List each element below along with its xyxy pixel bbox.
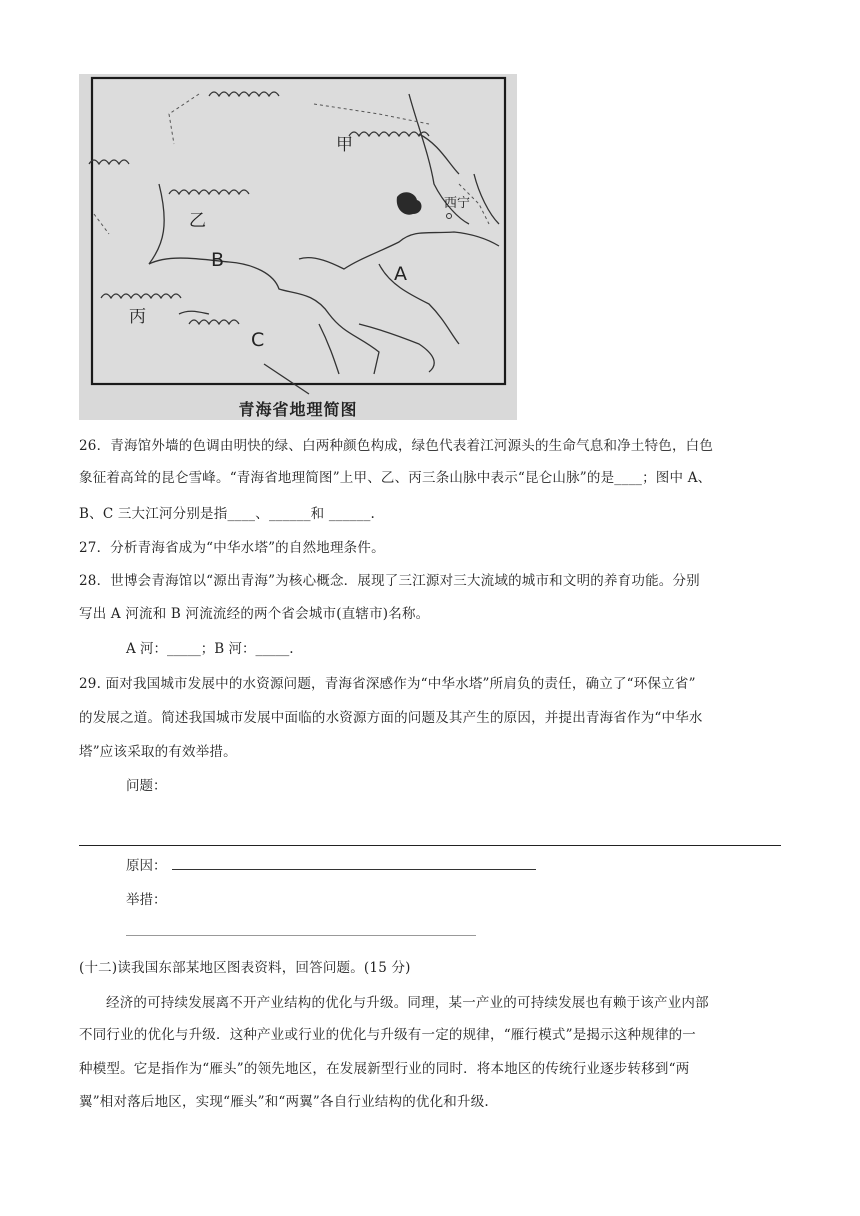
q29-line1: 29. 面对我国城市发展中的水资源问题，青海省深感作为“中华水塔”所肩负的责任，确立了“环保立省” xyxy=(79,676,696,692)
q28-line1: 28．世博会青海馆以“源出青海”为核心概念．展现了三江源对三大流域的城市和文明的养育功能。分别 xyxy=(79,573,700,589)
q29-measure-label: 举措： xyxy=(126,892,167,908)
label-b: B xyxy=(211,249,225,271)
label-a: A xyxy=(394,263,407,285)
q28-line2: 写出 A 河流和 B 河流流经的两个省会城市(直辖市)名称。 xyxy=(79,606,430,622)
section12-paragraph-line3: 种模型。它是指作为“雁头”的领先地区，在发展新型行业的同时．将本地区的传统行业逐步转移到“两 xyxy=(79,1061,690,1077)
q29-problem-label: 问题： xyxy=(126,778,167,794)
section12-paragraph-line4: 翼”相对落后地区，实现“雁头”和“两翼”各自行业结构的优化和升级. xyxy=(79,1094,489,1110)
map-caption: 青海省地理简图 xyxy=(238,400,358,419)
q29-line3: 塔”应该采取的有效举措。 xyxy=(79,744,237,760)
section12-paragraph-line1: 经济的可持续发展离不开产业结构的优化与升级。同理，某一产业的可持续发展也有赖于该产业内部 xyxy=(106,995,709,1011)
reason-answer-line[interactable] xyxy=(172,869,536,870)
section12-heading: (十二)读我国东部某地区图表资料，回答问题。(15 分) xyxy=(79,960,411,976)
section12-paragraph-line2: 不同行业的优化与升级．这种产业或行业的优化与升级有一定的规律，“雁行模式”是揭示这种规律的一 xyxy=(79,1027,697,1043)
qinghai-map-figure xyxy=(79,74,517,420)
label-xining: 西宁 xyxy=(444,196,471,211)
label-c: C xyxy=(251,329,265,351)
label-jia: 甲 xyxy=(336,135,353,155)
map-drawing xyxy=(79,74,517,420)
answer-divider xyxy=(79,845,781,846)
q29-reason-label: 原因： xyxy=(126,858,167,874)
q28-answer-line: A 河：_____；B 河：_____. xyxy=(126,641,294,657)
q29-line2: 的发展之道。简述我国城市发展中面临的水资源方面的问题及其产生的原因，并提出青海省作为“中华水 xyxy=(79,710,703,726)
label-bing: 丙 xyxy=(129,307,146,327)
q26-line1: 26．青海馆外墙的色调由明快的绿、白两种颜色构成，绿色代表着江河源头的生命气息和净土特色，白色 xyxy=(79,438,714,454)
q26-line3: B、C 三大江河分别是指____、______和 ______. xyxy=(79,506,376,522)
q26-line2: 象征着高耸的昆仑雪峰。“青海省地理简图”上甲、乙、丙三条山脉中表示“昆仑山脉”的是____；图中 A、 xyxy=(79,470,712,486)
label-yi: 乙 xyxy=(189,211,206,231)
measure-answer-line[interactable] xyxy=(126,935,476,936)
q27-text: 27．分析青海省成为“中华水塔”的自然地理条件。 xyxy=(79,540,385,556)
